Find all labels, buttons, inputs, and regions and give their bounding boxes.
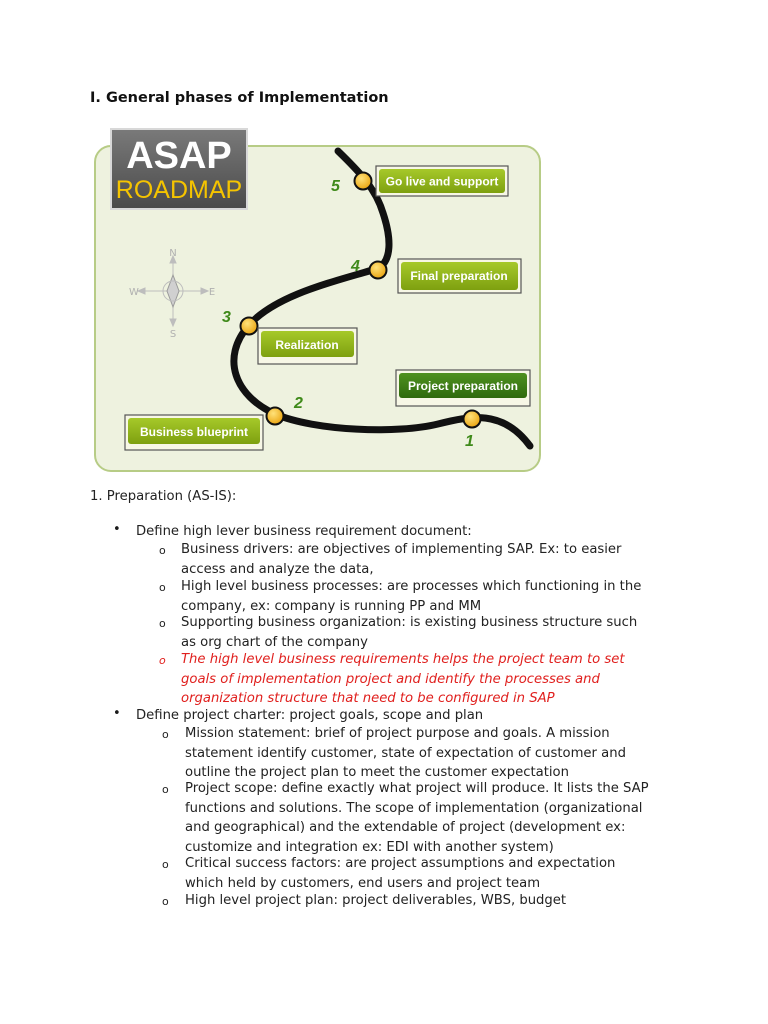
phase-5-marker (355, 173, 372, 190)
sub-bullet-circle-icon: o (162, 858, 169, 871)
highlight-line2: goals of implementation project and identify the processes and (181, 671, 600, 687)
sub-bullet-circle-icon: o (159, 544, 166, 557)
label-realization (258, 328, 357, 364)
sub-2-1-line3: outline the project plan to meet the customer expectation (185, 765, 569, 780)
roadmap-svg (93, 128, 543, 474)
section-title: 1. Preparation (AS-IS): (90, 489, 237, 504)
sub-bullet-circle-icon: o (159, 581, 166, 594)
phase-4-marker (370, 262, 387, 279)
label-final-preparation (398, 259, 521, 293)
compass-e: E (208, 287, 216, 298)
phase-2-number: 2 (294, 395, 303, 412)
phase-1-marker (464, 411, 481, 428)
sub-2-3-line2: which held by customers, end users and project team (185, 875, 541, 891)
sub-2-2-line1: Project scope: define exactly what project will produce. It lists the SAP (185, 781, 649, 796)
sub-1-3-line2: as org chart of the company (181, 634, 368, 650)
logo-roadmap-text: ROADMAP (115, 176, 243, 204)
asap-roadmap-logo (111, 129, 247, 209)
page-heading: I. General phases of Implementation (90, 90, 389, 106)
sub-1-2-line2: company, ex: company is running PP and MM (181, 598, 482, 614)
phase-2-marker (267, 408, 284, 425)
svg-text:Realization: Realization (275, 338, 339, 352)
sub-2-1-line1: Mission statement: brief of project purpose and goals. A mission (185, 726, 610, 741)
bullet-1-text: Define high lever business requirement document: (136, 524, 472, 539)
bullet-dot-icon: • (113, 522, 121, 537)
sub-2-2-line2: functions and solutions. The scope of implementation (organizational (185, 800, 643, 816)
compass-w: W (129, 287, 139, 298)
compass-n: N (169, 248, 177, 259)
sub-bullet-circle-icon: o (162, 728, 169, 741)
phase-1-number: 1 (465, 433, 474, 450)
bullet-2-text: Define project charter: project goals, scope and plan (136, 708, 484, 723)
sub-1-3-line1: Supporting business organization: is existing business structure such (181, 615, 638, 630)
label-business-blueprint (125, 415, 263, 450)
sub-bullet-circle-icon: o (162, 895, 169, 908)
sub-2-2-line3: and geographical) and the extendable of project (development ex: (185, 820, 626, 835)
highlight-line3: organization structure that need to be configured in SAP (181, 691, 555, 706)
sub-2-4-line1: High level project plan: project deliverables, WBS, budget (185, 893, 567, 908)
asap-roadmap-figure (93, 128, 543, 474)
sub-1-1-line1: Business drivers: are objectives of implementing SAP. Ex: to easier (181, 542, 622, 557)
sub-bullet-circle-icon: o (159, 617, 166, 630)
label-go-live (376, 166, 508, 196)
phase-4-number: 4 (351, 258, 360, 275)
phase-3-marker (241, 318, 258, 335)
sub-bullet-circle-icon: o (159, 654, 166, 667)
sub-2-3-line1: Critical success factors: are project assumptions and expectation (185, 856, 616, 871)
svg-text:Go live and support: Go live and support (385, 174, 499, 189)
sub-2-1-line2: statement identify customer, state of expectation of customer and (185, 745, 626, 761)
label-project-preparation (396, 370, 530, 406)
sub-bullet-circle-icon: o (162, 783, 169, 796)
logo-asap-text: ASAP (126, 135, 232, 177)
svg-text:Final preparation: Final preparation (410, 269, 508, 283)
bullet-dot-icon: • (113, 706, 121, 721)
sub-2-2-line4: customize and integration ex: EDI with another system) (185, 839, 554, 855)
highlight-line1: The high level business requirements helps the project team to set (181, 652, 625, 667)
sub-1-1-line2: access and analyze the data, (181, 561, 374, 577)
phase-5-number: 5 (331, 178, 340, 195)
phase-3-number: 3 (222, 309, 231, 326)
compass-s: S (169, 329, 177, 340)
svg-text:Business blueprint: Business blueprint (139, 425, 249, 439)
svg-text:Project preparation: Project preparation (407, 379, 519, 393)
sub-1-2-line1: High level business processes: are processes which functioning in the (181, 579, 642, 594)
